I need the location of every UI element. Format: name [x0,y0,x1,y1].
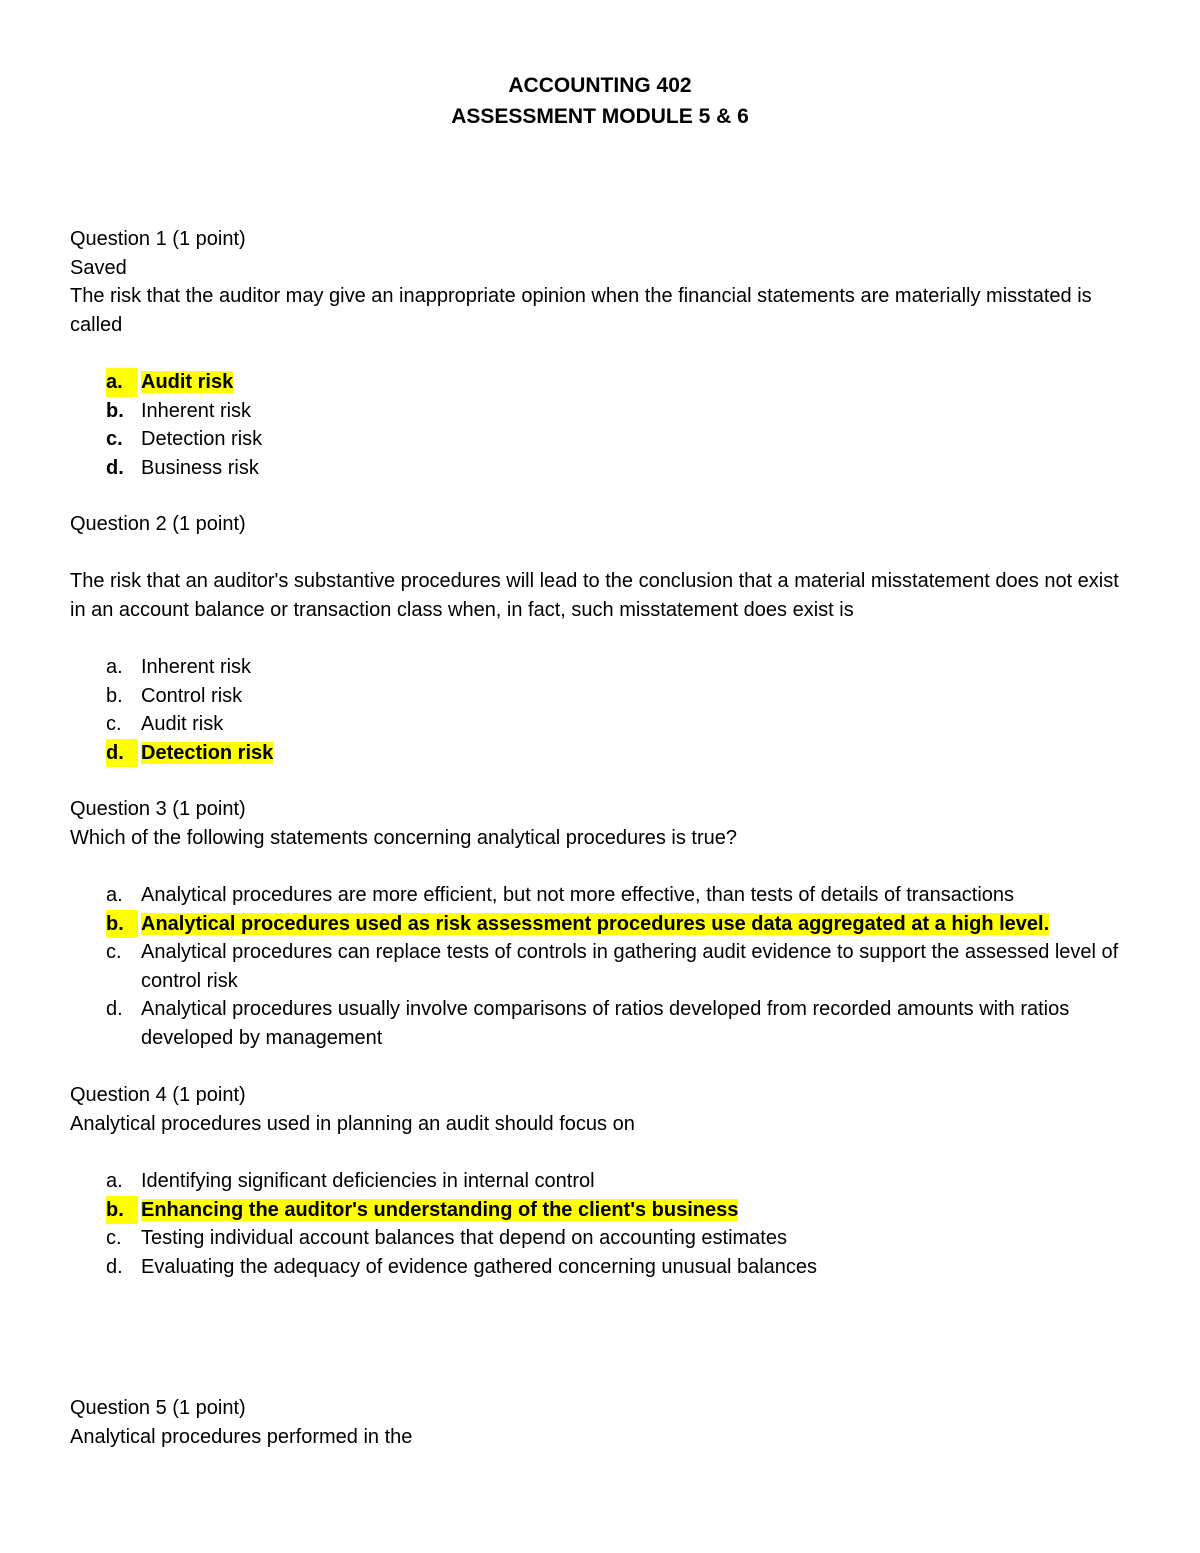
option-a [70,1167,1130,1196]
question-heading: Question 5 (1 point) [70,1397,246,1419]
option-letter: d. [106,1255,123,1278]
option-c [70,425,1130,454]
option-text: Analytical procedures used as risk assessment procedures use data aggregated at a high level. [141,912,1050,935]
question-prompt: Which of the following statements concerning analytical procedures is true? [70,826,738,849]
option-letter: d. [106,739,138,768]
option-a [70,881,1130,910]
option-letter: b. [106,399,124,422]
option-list [70,368,1130,482]
option-b [70,397,1130,426]
question-prompt: Analytical procedures performed in the [70,1425,413,1448]
option-text: Enhancing the auditor's understanding of the client's business [141,1198,739,1221]
option-letter: d. [106,456,124,479]
question-3 [70,795,1130,1052]
question-prompt: The risk that an auditor's substantive procedures will lead to the conclusion that a material misstatement does not exist in an account balance or transaction class when, in fact, such misstatement does exist is [70,570,1119,621]
option-text: Analytical procedures can replace tests of controls in gathering audit evidence to support the assessed level of control risk [141,941,1119,992]
question-2 [70,510,1130,767]
question-status: Saved [70,256,127,279]
option-text: Identifying significant deficiencies in internal control [141,1170,595,1192]
option-a [70,368,1130,397]
option-list [70,653,1130,767]
option-b [70,1196,1130,1225]
option-d [70,1253,1130,1282]
option-letter: c. [106,428,123,450]
option-text: Control risk [141,684,243,707]
option-d [70,454,1130,483]
module-title: ASSESSMENT MODULE 5 & 6 [451,105,749,128]
question-prompt: The risk that the auditor may give an inappropriate opinion when the financial statements are materially misstated is called [70,285,1092,336]
option-list [70,881,1130,1052]
option-letter: c. [106,713,122,735]
option-text: Audit risk [141,713,224,735]
question-heading: Question 2 (1 point) [70,513,246,535]
option-text: Detection risk [141,741,274,764]
option-letter: b. [106,910,138,939]
option-letter: b. [106,684,123,707]
option-text: Analytical procedures usually involve comparisons of ratios developed from recorded amounts with ratios developed by management [141,998,1070,1049]
option-letter: c. [106,1227,122,1249]
option-b [70,910,1130,939]
option-letter: d. [106,998,123,1020]
option-text: Audit risk [141,371,234,393]
option-letter: a. [106,1170,123,1192]
option-a [70,653,1130,682]
question-heading: Question 3 (1 point) [70,798,246,820]
option-text: Inherent risk [141,656,252,678]
question-heading: Question 1 (1 point) [70,228,246,250]
option-list [70,1167,1130,1281]
question-heading: Question 4 (1 point) [70,1084,246,1106]
option-text: Testing individual account balances that depend on accounting estimates [141,1227,787,1249]
question-prompt: Analytical procedures used in planning an audit should focus on [70,1112,635,1135]
document-header [0,70,1200,132]
option-text: Business risk [141,456,259,479]
question-4 [70,1081,1130,1281]
option-b [70,682,1130,711]
question-1 [70,225,1130,482]
option-letter: c. [106,941,122,963]
option-d [70,995,1130,1052]
option-text: Evaluating the adequacy of evidence gathered concerning unusual balances [141,1255,818,1278]
option-letter: a. [106,368,137,397]
option-text: Detection risk [141,428,263,450]
course-title: ACCOUNTING 402 [508,74,692,97]
option-letter: a. [106,884,123,906]
question-5 [70,1394,1130,1451]
option-c [70,1224,1130,1253]
option-text: Inherent risk [141,399,252,422]
option-d [70,739,1130,768]
option-letter: a. [106,656,123,678]
option-c [70,938,1130,995]
option-letter: b. [106,1196,138,1225]
option-text: Analytical procedures are more efficient, but not more effective, than tests of details of transactions [141,884,1015,906]
option-c [70,710,1130,739]
